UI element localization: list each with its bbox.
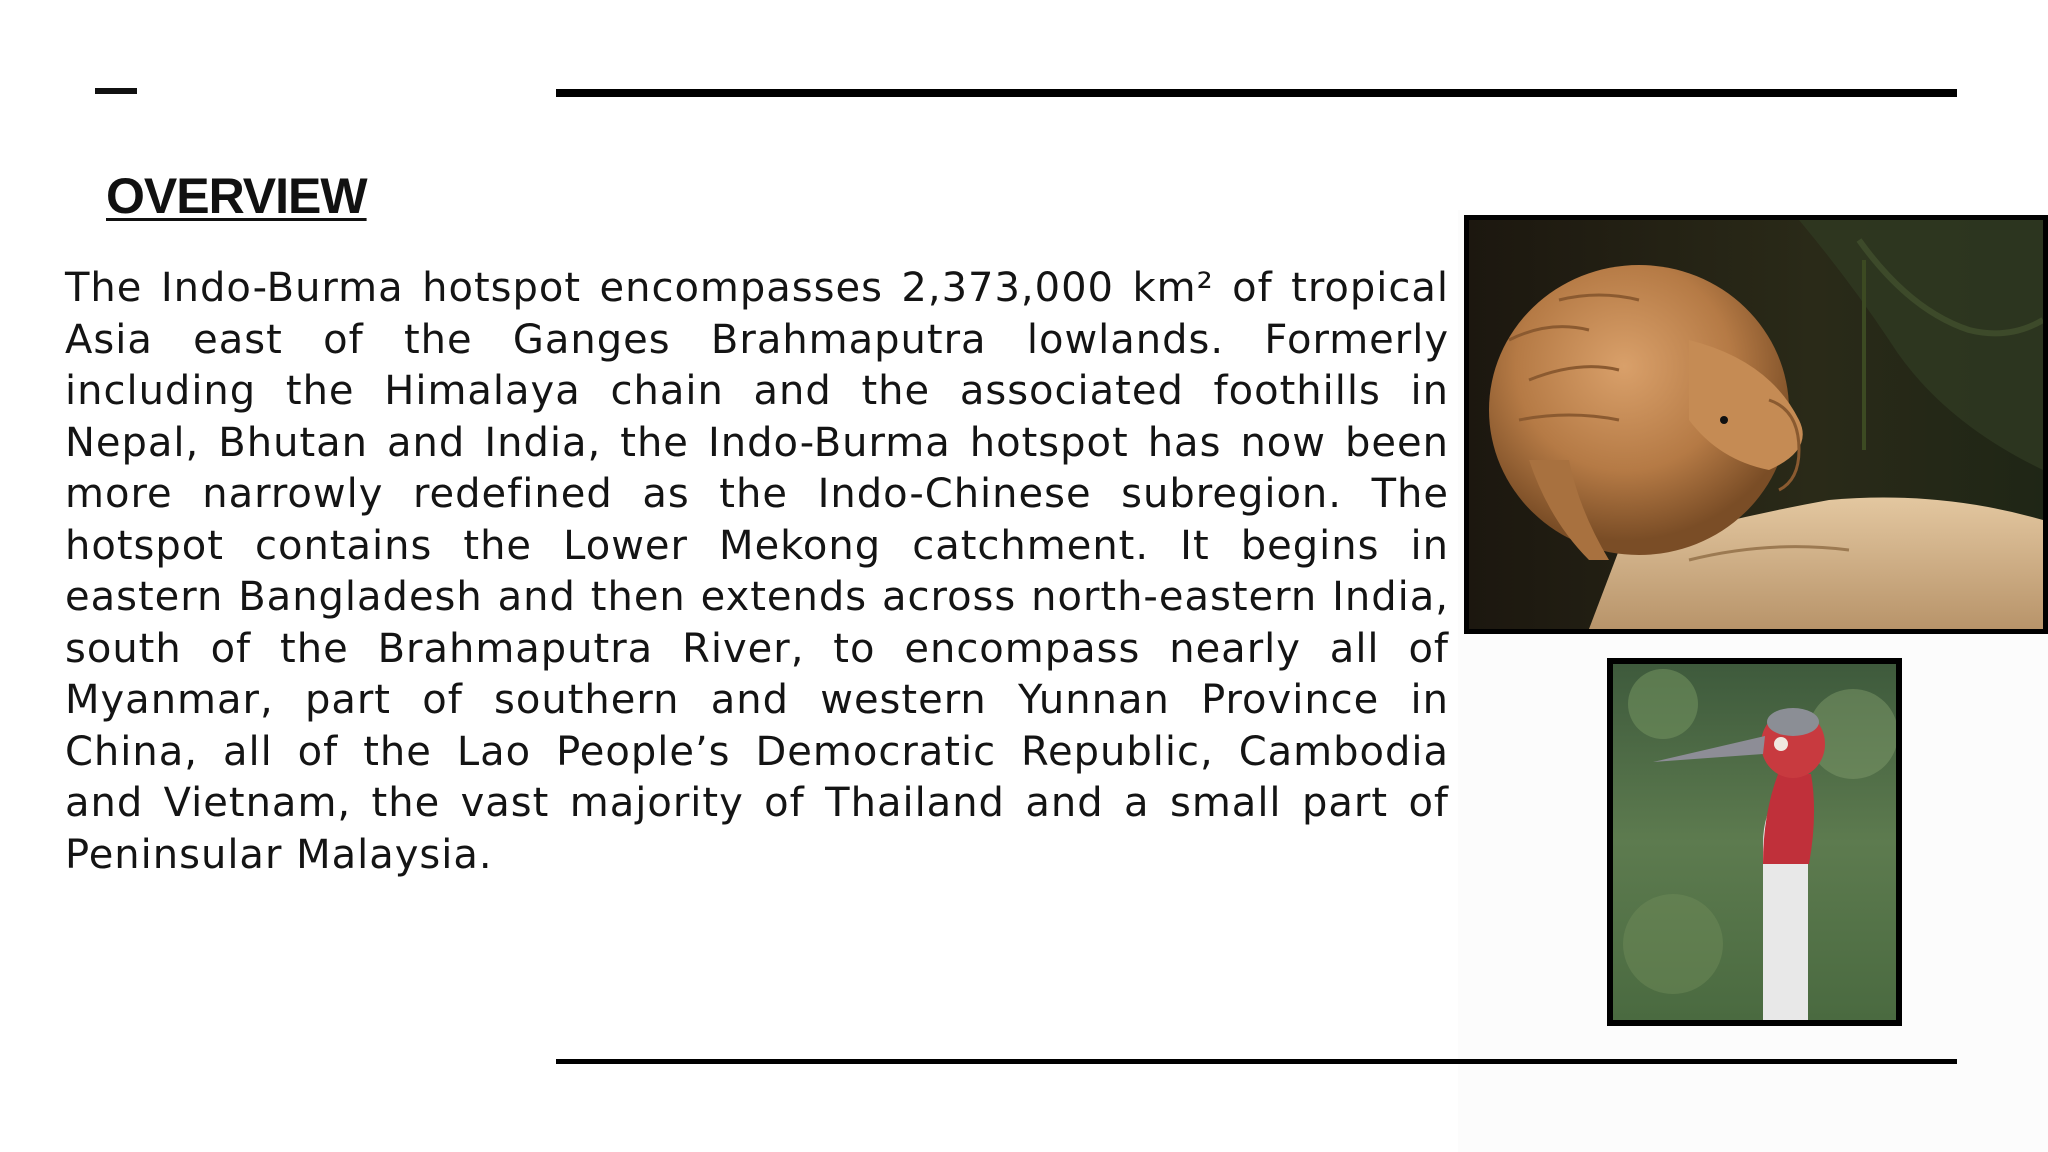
top-left-dash	[95, 88, 137, 94]
crane-photo	[1607, 658, 1902, 1026]
pangolin-photo	[1464, 215, 2048, 634]
slide-title: OVERVIEW	[106, 168, 367, 224]
overview-paragraph: The Indo-Burma hotspot encompasses 2,373,000 km² of tropical Asia east of the Ganges Brahmaputra lowlands. Formerly including the Himalaya chain and the associated foothills in Nepal, Bhutan and India, the Indo-Burma hotspot has now been more narrowly redefined as the Indo-Chinese subregion. The hotspot contains the Lower Mekong catchment. It begins in eastern Bangladesh and then extends across north-eastern India, south of the Brahmaputra River, to encompass nearly all of Myanmar, part of southern and western Yunnan Province in China, all of the Lao People’s Democratic Republic, Cambodia and Vietnam, the vast majority of Thailand and a small part of Peninsular Malaysia.	[65, 265, 1449, 878]
bottom-rule	[556, 1059, 1957, 1064]
top-rule	[556, 89, 1957, 97]
pangolin-illustration	[1469, 220, 2043, 629]
crane-illustration	[1613, 664, 1896, 1020]
